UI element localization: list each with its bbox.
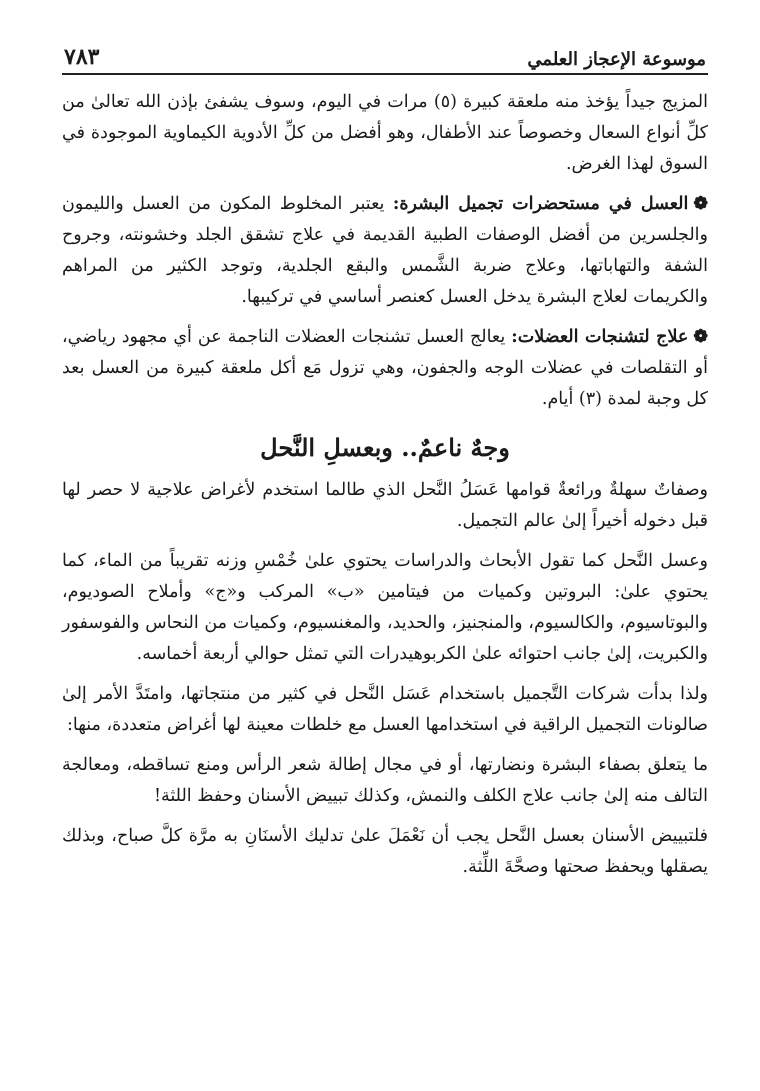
flower-bullet-icon: ❁ [693,194,709,214]
running-title: موسوعة الإعجاز العلمي [527,49,706,70]
paragraph-body-skin: يعتبر المخلوط المكون من العسل والليمون والجلسرين من أفضل الوصفات الطبية القديمة في علاج تشقق الجلد وخشونته، وجروح الشفة والتهاباتها، وعلاج ضربة الشَّمس والبقع الجلدية، وتوجد الكثير من المراهم والكريمات لعلاج البشرة يدخل العسل كعنصر أساسي في تركيبها. [62,194,708,307]
page-number: ٧٨٣ [64,44,100,70]
paragraph-uses: ما يتعلق بصفاء البشرة ونضارتها، أو في مجال إطالة شعر الرأس ومنع تساقطه، ومعالجة التالف منه إلىٰ جانب علاج الكلف والنمش، وكذلك تبييض الأسنان وحفظ اللثة! [62,755,708,806]
book-page [62,40,708,883]
paragraph-lead-muscle: علاج لتشنجات العضلات: [511,327,689,347]
paragraph-teeth-whitening: فلتبييض الأسنان بعسل النَّحل يجب أن نَعْمَلَ علىٰ تدليك الأسنَانِ به مرَّة كلَّ صباح، وبذلك يصقلها ويحفظ صحتها وصحَّةَ اللِّثة. [62,826,708,877]
paragraph-intro: وصفاتٌ سهلةٌ ورائعةٌ قوامها عَسَلُ النَّحل الذي طالما استخدم لأغراض علاجية لا حصر لها قبل دخوله أخيراً إلىٰ عالم التجميل. [62,480,708,531]
paragraph-muscle-cramps [62,322,708,415]
paragraph-skin-care [62,189,708,313]
paragraph-body-muscle: يعالج العسل تشنجات العضلات الناجمة عن أي مجهود رياضي، أو التقلصات في عضلات الوجه والجفون، وهي تزول مَع أكل ملعقة كبيرة من العسل بعد كل وجبة لمدة (٣) أيام. [62,327,708,409]
paragraph-cosmetics-companies: ولذا بدأت شركات التَّجميل باستخدام عَسَل النَّحل في كثير من منتجاتها، وامتَدَّ الأمر إلىٰ صالونات التجميل الراقية في استخدامها العسل مع خلطات معينة لها أغراض متعددة، منها: [62,684,708,735]
flower-bullet-icon: ❁ [693,327,709,347]
paragraph-composition: وعسل النَّحل كما تقول الأبحاث والدراسات يحتوي علىٰ خُمْسِ وزنه تقريباً من الماء، كما يحتوي علىٰ: البروتين وكميات من فيتامين «ب» المركب و«ج» وأملاح الصوديوم، والبوتاسيوم، والكالسيوم، والمنجنيز، والحديد، والمغنسيوم، وكميات من النحاس والفوسفور والكبريت، إلىٰ جانب احتوائه علىٰ الكربوهيدرات التي تمثل حوالي أربعة أخماسه. [62,551,708,664]
page-header [62,40,708,75]
paragraph-cough-remedy: المزيج جيداً يؤخذ منه ملعقة كبيرة (٥) مرات في اليوم، وسوف يشفئ بإذن الله تعالىٰ من كلِّ أنواع السعال وخصوصاً عند الأطفال، وهو أفضل من كلِّ الأدوية الكيماوية الموجودة في السوق لهذا الغرض. [62,92,708,174]
section-heading: وجهٌ ناعمٌ.. وبعسلِ النَّحل [260,433,510,462]
paragraph-lead-skin: العسل في مستحضرات تجميل البشرة: [392,194,689,214]
